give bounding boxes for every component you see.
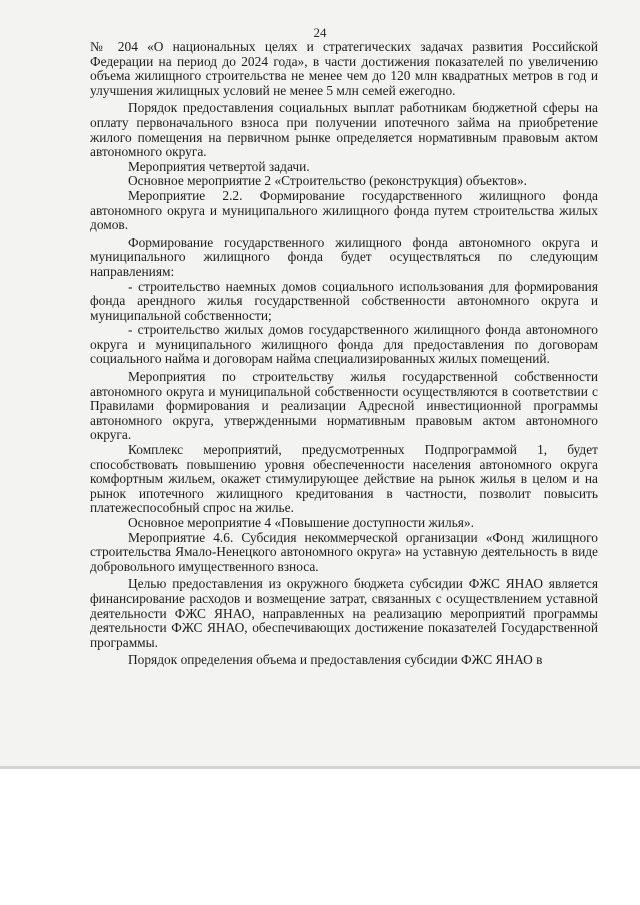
paragraph-6: Формирование государственного жилищного фонда автономного округа и муниципального жилищного фонда будет осуществляться по следующим направлениям: <box>90 234 598 279</box>
document-body <box>90 40 598 668</box>
paragraph-3: Мероприятия четвертой задачи. <box>128 158 310 174</box>
paragraph-7: - строительство наемных домов социального использования для формирования фонда арендного жилья государственной собственности автономного округа и муниципальной собственности; <box>90 278 598 323</box>
page-number: 24 <box>313 25 327 40</box>
paragraph-10: Комплекс мероприятий, предусмотренных Подпрограммой 1, будет способствовать повышению уровня обеспеченности населения автономного округа комфортным жильем, окажет стимулирующее действие на рынок жилья в целом и на рынок ипотечного жилищного кредитования в частности, позволит повысить платежеспособный спрос на жилье. <box>90 442 598 516</box>
paragraph-8: - строительство жилых домов государственного жилищного фонда автономного округа и муниципального жилищного фонда для предоставления по договорам социального найма и договорам найма специализированных жилых помещений. <box>90 322 598 367</box>
paragraph-1: № 204 «О национальных целях и стратегических задачах развития Российской Федерации на период до 2024 года», в части достижения показателей по увеличению объема жилищного строительства не менее чем до 120 млн квадратных метров в год и улучшения жилищных условий не менее 5 млн семей ежегодно. <box>90 39 598 98</box>
paragraph-5: Мероприятие 2.2. Формирование государственного жилищного фонда автономного округа и муниципального жилищного фонда путем строительства жилых домов. <box>90 187 598 233</box>
paragraph-11: Основное мероприятие 4 «Повышение доступности жилья». <box>128 515 474 530</box>
paragraph-9: Мероприятия по строительству жилья государственной собственности автономного округа и муниципальной собственности осуществляются в соответствии с Правилами формирования и реализации Адресной инвестиционной программы автономного округа, утвержденными нормативным правовым актом автономного округа. <box>90 369 598 443</box>
paragraph-4: Основное мероприятие 2 «Строительство (реконструкция) объектов». <box>128 173 528 189</box>
paragraph-14: Порядок определения объема и предоставления субсидии ФЖС ЯНАО в <box>128 652 543 668</box>
paragraph-12: Мероприятие 4.6. Субсидия некоммерческой организации «Фонд жилищного строительства Ямало-Ненецкого автономного округа» на уставную деятельность в виде добровольного имущественного взноса. <box>90 529 598 574</box>
paragraph-2: Порядок предоставления социальных выплат работникам бюджетной сферы на оплату первоначального взноса при получении ипотечного займа на приобретение жилого помещения на первичном рынке определяется нормативным правовым актом автономного округа. <box>90 100 598 160</box>
page-bottom-edge <box>0 766 640 769</box>
paragraph-13: Целью предоставления из окружного бюджета субсидии ФЖС ЯНАО является финансирование расходов и возмещение затрат, связанных с осуществлением уставной деятельности ФЖС ЯНАО, направленных на реализацию мероприятий программы деятельности ФЖС ЯНАО, обеспечивающих достижение показателей Государственной программы. <box>90 576 598 650</box>
